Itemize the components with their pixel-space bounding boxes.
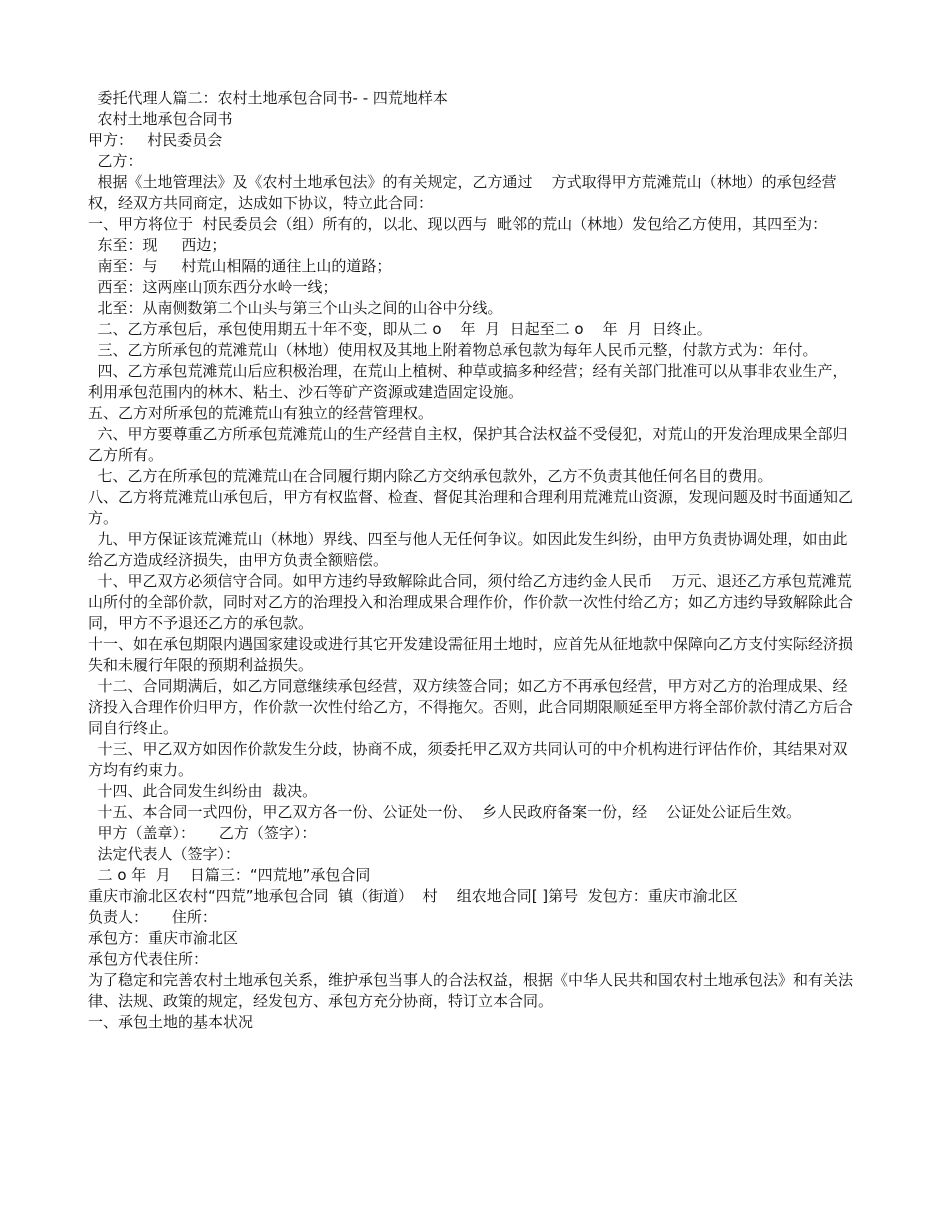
text-paragraph: 八、乙方将荒滩荒山承包后，甲方有权监督、检查、督促其治理和合理利用荒滩荒山资源，发现问题及时书面通知乙方。 xyxy=(88,488,854,527)
text-paragraph: 十一、如在承包期限内遇国家建设或进行其它开发建设需征用土地时，应首先从征地款中保障向乙方支付实际经济损失和未履行年限的预期利益损失。 xyxy=(88,635,854,674)
text-line: 甲方： 村民委员会 xyxy=(88,131,223,149)
text-line: 东至：现 西边； xyxy=(88,236,227,254)
text-paragraph: 一、甲方将位于 村民委员会（组）所有的，以北、现以西与 毗邻的荒山（林地）发包给乙方使用，其四至为： xyxy=(88,215,828,233)
text-paragraph: 十五、本合同一式四份，甲乙双方各一份、公证处一份、 乡人民政府备案一份，经 公证处公证后生效。 xyxy=(88,803,802,821)
text-paragraph: 十二、合同期满后，如乙方同意继续承包经营，双方续签合同；如乙方不再承包经营，甲方对乙方的治理成果、经济投入合理作价归甲方，作价款一次性付给乙方，不得拖欠。否则，此合同期限顺延至甲方将全部价款付清乙方后合同自行终止。 xyxy=(88,677,854,737)
document-title: 农村土地承包合同书 xyxy=(88,110,233,128)
text-line: 重庆市渝北区农村“四荒”地承包合同 镇（街道） 村 组农地合同[ ]第号 发包方：重庆市渝北区 xyxy=(88,887,738,905)
text-paragraph: 五、乙方对所承包的荒滩荒山有独立的经营管理权。 xyxy=(88,404,434,422)
signature-line: 法定代表人（签字）： xyxy=(88,845,241,863)
text-line: 南至：与 村荒山相隔的通往上山的道路； xyxy=(88,257,392,275)
text-line: 乙方： xyxy=(88,152,143,170)
text-paragraph: 十四、此合同发生纠纷由 裁决。 xyxy=(88,782,318,800)
text-line: 负责人： 住所： xyxy=(88,908,217,926)
text-paragraph: 三、乙方所承包的荒滩荒山（林地）使用权及其地上附着物总承包款为每年人民币元整，付款方式为：年付。 xyxy=(88,341,818,359)
text-paragraph: 七、乙方在所承包的荒滩荒山在合同履行期内除乙方交纳承包款外，乙方不负责其他任何名目的费用。 xyxy=(88,467,773,485)
text-paragraph: 四、乙方承包荒滩荒山后应积极治理，在荒山上植树、种草或搞多种经营；经有关部门批准可以从事非农业生产，利用承包范围内的林木、粘土、沙石等矿产资源或建造固定设施。 xyxy=(88,362,848,401)
text-paragraph: 根据《土地管理法》及《农村土地承包法》的有关规定，乙方通过 方式取得甲方荒滩荒山（林地）的承包经营权，经双方共同商定，达成如下协议，特立此合同： xyxy=(88,173,837,212)
section-heading: 一、承包土地的基本状况 xyxy=(88,1013,254,1031)
text-line: 二 o 年 月 日篇三：“四荒地”承包合同 xyxy=(88,866,371,884)
text-paragraph: 六、甲方要尊重乙方所承包荒滩荒山的生产经营自主权，保护其合法权益不受侵犯，对荒山的开发治理成果全部归乙方所有。 xyxy=(88,425,848,464)
text-line: 委托代理人篇二：农村土地承包合同书- - 四荒地样本 xyxy=(88,89,448,107)
document-body xyxy=(88,88,860,1033)
text-line: 承包方代表住所： xyxy=(88,950,209,968)
text-paragraph: 为了稳定和完善农村土地承包关系，维护承包当事人的合法权益，根据《中华人民共和国农村土地承包法》和有关法律、法规、政策的规定，经发包方、承包方充分协商，特订立本合同。 xyxy=(88,971,854,1010)
signature-line: 甲方（盖章）： 乙方（签字）： xyxy=(88,824,317,842)
text-paragraph: 十、甲乙双方必须信守合同。如甲方违约导致解除此合同，须付给乙方违约金人民币 万元、退还乙方承包荒滩荒山所付的全部价款，同时对乙方的治理投入和治理成果合理作价，作价款一次性付给乙方；如乙方违约导致解除此合同，甲方不予退还乙方的承包款。 xyxy=(88,572,854,632)
text-paragraph: 二、乙方承包后，承包使用期五十年不变，即从二 o 年 月 日起至二 o 年 月 日终止。 xyxy=(88,320,712,338)
text-line: 西至：这两座山顶东西分水岭一线； xyxy=(88,278,338,296)
text-paragraph: 十三、甲乙双方如因作价款发生分歧，协商不成，须委托甲乙双方共同认可的中介机构进行评估作价，其结果对双方均有约束力。 xyxy=(88,740,848,779)
text-line: 承包方：重庆市渝北区 xyxy=(88,929,239,947)
text-line: 北至：从南侧数第二个山头与第三个山头之间的山谷中分线。 xyxy=(88,299,503,317)
text-paragraph: 九、甲方保证该荒滩荒山（林地）界线、四至与他人无任何争议。如因此发生纠纷，由甲方负责协调处理，如由此给乙方造成经济损失，由甲方负责全额赔偿。 xyxy=(88,530,848,569)
